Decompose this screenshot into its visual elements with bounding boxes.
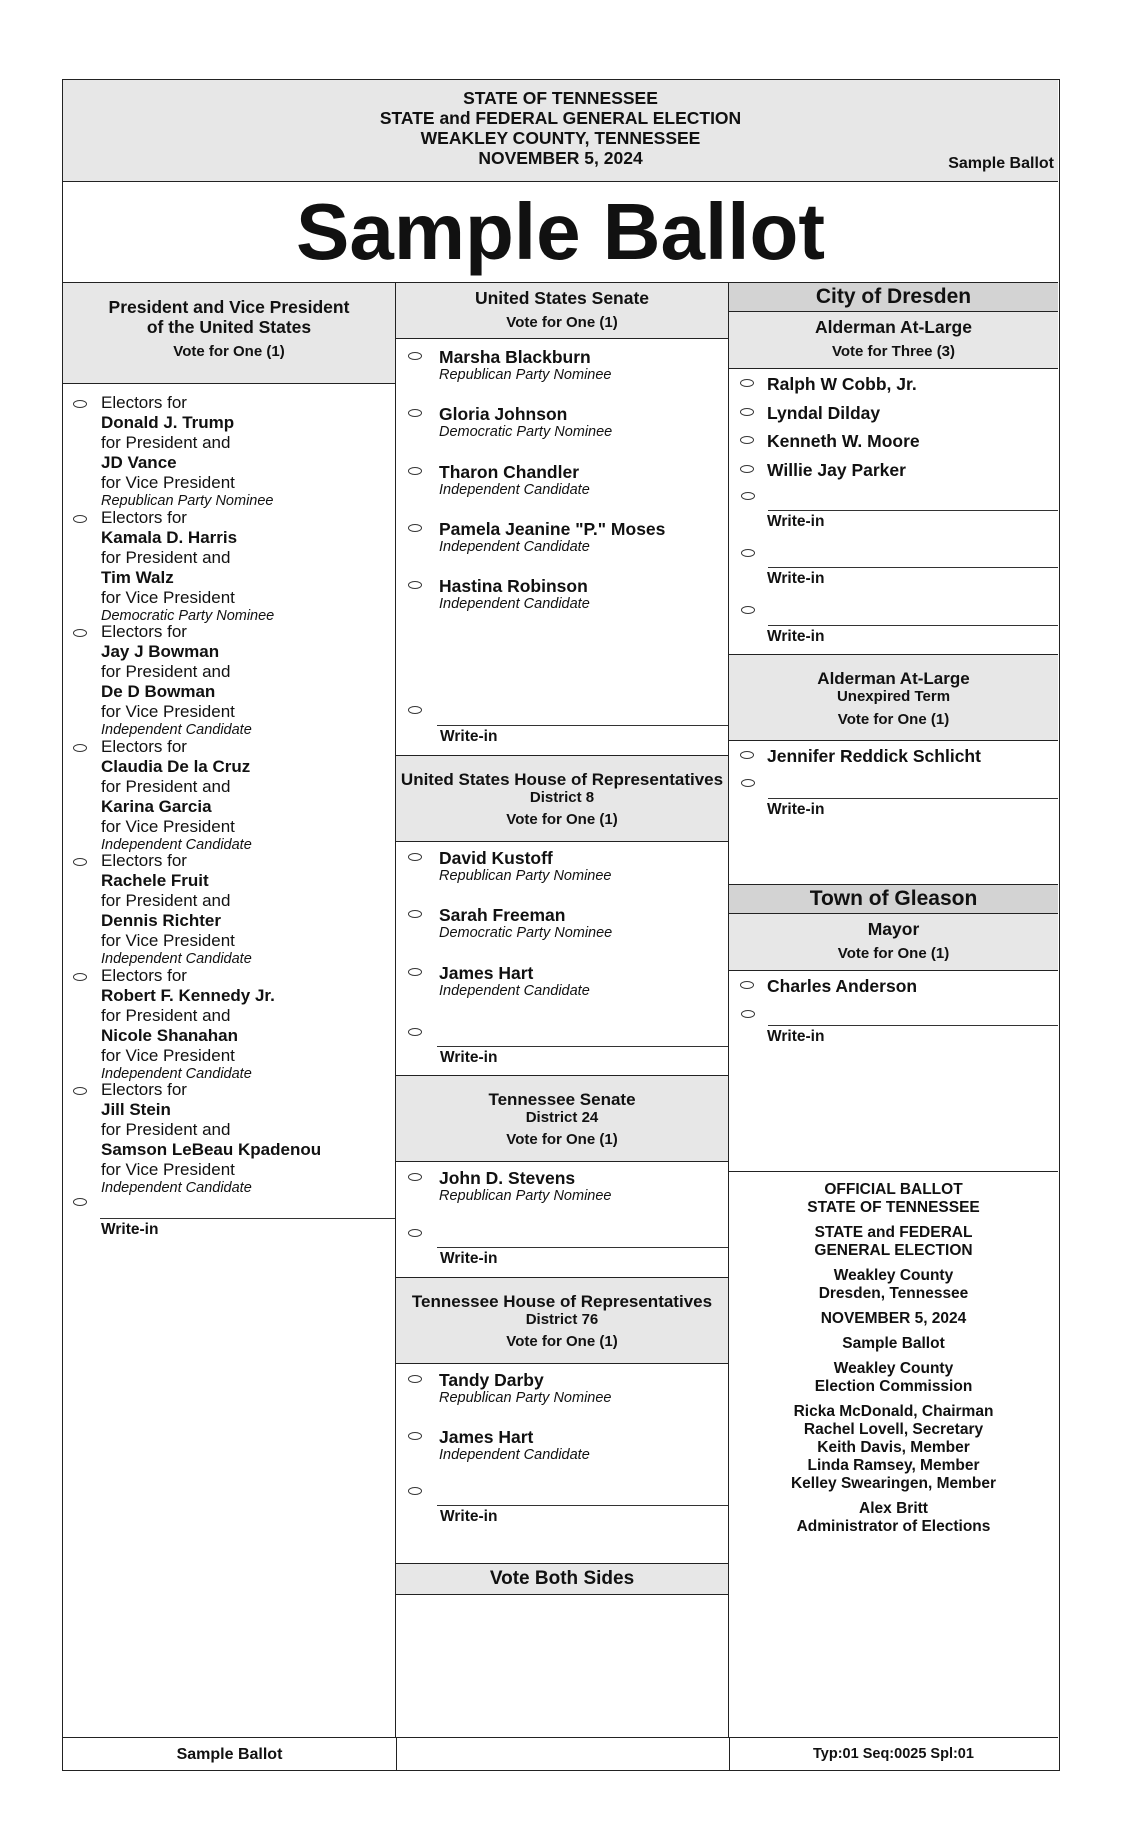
tn-senate-header bbox=[396, 1076, 728, 1162]
ticket-option[interactable] bbox=[63, 622, 395, 737]
party-label: Independent Candidate bbox=[439, 481, 590, 498]
tn-senate-write-in-label: Write-in bbox=[440, 1250, 498, 1267]
column-president bbox=[63, 283, 396, 1737]
candidate-option[interactable] bbox=[729, 403, 1058, 432]
us-house-write-in-line[interactable] bbox=[437, 1046, 728, 1047]
vote-oval[interactable] bbox=[740, 379, 754, 387]
vote-oval[interactable] bbox=[73, 744, 87, 752]
ticket-option[interactable] bbox=[63, 1080, 395, 1195]
vote-oval[interactable] bbox=[740, 436, 754, 444]
vote-oval[interactable] bbox=[408, 409, 422, 417]
candidate-option[interactable] bbox=[729, 431, 1058, 460]
official-line: GENERAL ELECTION bbox=[814, 1242, 973, 1259]
candidate-name: James Hart bbox=[439, 962, 534, 983]
for-vice-president-label: for Vice President bbox=[101, 473, 235, 492]
dresden-city-header: City of Dresden bbox=[729, 283, 1058, 312]
party-label: Independent Candidate bbox=[101, 836, 252, 853]
tn-house-write-in-label: Write-in bbox=[440, 1508, 498, 1525]
candidate-name: James Hart bbox=[439, 1427, 534, 1448]
senate-write-in-line[interactable] bbox=[437, 725, 728, 726]
ballot-footer bbox=[63, 1737, 1058, 1771]
commission-members bbox=[729, 1403, 1058, 1493]
vote-oval[interactable] bbox=[73, 400, 87, 408]
president-candidate-name: Rachele Fruit bbox=[101, 871, 209, 890]
official-line: Dresden, Tennessee bbox=[818, 1285, 969, 1302]
column-federal-state bbox=[396, 283, 729, 1737]
candidate-option[interactable] bbox=[396, 963, 728, 1020]
alderman-write-in-oval-2[interactable] bbox=[741, 549, 755, 557]
president-ticket-list bbox=[63, 393, 395, 1255]
dresden-alderman-title: Alderman At-Large bbox=[815, 317, 972, 337]
tn-senate-write-in-line[interactable] bbox=[437, 1247, 728, 1248]
official-line: OFFICIAL BALLOT bbox=[824, 1181, 963, 1198]
vote-oval[interactable] bbox=[408, 524, 422, 532]
tn-house-title: Tennessee House of Representatives bbox=[411, 1292, 713, 1311]
mayor-vote-for: Vote for One (1) bbox=[837, 945, 950, 962]
party-label: Republican Party Nominee bbox=[439, 868, 612, 884]
party-label: Independent Candidate bbox=[101, 951, 252, 967]
alderman-write-in-label-2: Write-in bbox=[767, 570, 825, 587]
party-label: Republican Party Nominee bbox=[101, 493, 274, 509]
header-date: NOVEMBER 5, 2024 bbox=[478, 148, 643, 168]
official-heading bbox=[729, 1181, 1058, 1217]
candidate-name: Charles Anderson bbox=[767, 976, 918, 996]
candidate-name: Jennifer Reddick Schlicht bbox=[767, 746, 981, 766]
president-write-in-oval[interactable] bbox=[73, 1198, 87, 1206]
header-county: WEAKLEY COUNTY, TENNESSEE bbox=[420, 128, 701, 148]
official-line: NOVEMBER 5, 2024 bbox=[820, 1310, 967, 1327]
alderman-write-in-oval-1[interactable] bbox=[741, 492, 755, 500]
ballot bbox=[62, 79, 1060, 1771]
official-date bbox=[729, 1310, 1058, 1328]
for-vice-president-label: for Vice President bbox=[101, 702, 235, 721]
tn-house-vote-for: Vote for One (1) bbox=[506, 1333, 618, 1350]
vote-oval[interactable] bbox=[408, 853, 422, 861]
candidate-option[interactable] bbox=[729, 746, 1058, 775]
tn-senate-candidate-list bbox=[396, 1168, 728, 1225]
president-candidate-name: Donald J. Trump bbox=[101, 413, 235, 432]
candidate-name: Ralph W Cobb, Jr. bbox=[767, 374, 917, 394]
vote-oval[interactable] bbox=[408, 581, 422, 589]
candidate-name: John D. Stevens bbox=[439, 1168, 576, 1188]
president-write-in-label: Write-in bbox=[101, 1220, 159, 1238]
unexpired-write-in-oval[interactable] bbox=[741, 779, 755, 787]
commission-member: Keith Davis, Member bbox=[817, 1439, 970, 1456]
president-title-1: President and Vice President bbox=[108, 297, 350, 317]
vote-both-sides: Vote Both Sides bbox=[396, 1564, 728, 1595]
vice-president-candidate-name: Karina Garcia bbox=[101, 796, 212, 816]
footer-right: Typ:01 Seq:0025 Spl:01 bbox=[813, 1746, 974, 1762]
party-label: Democratic Party Nominee bbox=[101, 607, 275, 624]
electors-label: Electors for bbox=[101, 1080, 187, 1099]
candidate-name: David Kustoff bbox=[439, 848, 553, 868]
official-commission bbox=[729, 1360, 1058, 1396]
for-vice-president-label: for Vice President bbox=[101, 1045, 235, 1065]
us-house-write-in-label: Write-in bbox=[440, 1049, 498, 1066]
president-write-in-line[interactable] bbox=[100, 1218, 395, 1219]
candidate-option[interactable] bbox=[396, 347, 728, 404]
vote-oval[interactable] bbox=[73, 1087, 87, 1095]
candidate-name: Marsha Blackburn bbox=[439, 347, 591, 367]
vote-oval[interactable] bbox=[73, 515, 87, 523]
candidate-option[interactable] bbox=[396, 576, 728, 633]
tn-house-write-in-line[interactable] bbox=[437, 1505, 728, 1506]
official-line: Weakley County bbox=[833, 1267, 954, 1284]
unexpired-subtitle: Unexpired Term bbox=[836, 688, 951, 705]
tn-senate-write-in-oval[interactable] bbox=[408, 1229, 422, 1237]
vote-oval[interactable] bbox=[73, 973, 87, 981]
unexpired-write-in-label: Write-in bbox=[767, 801, 825, 818]
senate-vote-for: Vote for One (1) bbox=[506, 314, 618, 331]
official-sample bbox=[729, 1335, 1058, 1353]
president-title-2: of the United States bbox=[146, 317, 312, 337]
official-line: Sample Ballot bbox=[842, 1335, 945, 1352]
party-label: Independent Candidate bbox=[439, 1447, 590, 1464]
party-label: Republican Party Nominee bbox=[439, 367, 612, 383]
administrator-title: Administrator of Elections bbox=[796, 1518, 991, 1535]
us-house-vote-for: Vote for One (1) bbox=[506, 811, 618, 828]
senate-write-in-label: Write-in bbox=[440, 728, 498, 745]
party-label: Democratic Party Nominee bbox=[439, 424, 613, 441]
footer-left: Sample Ballot bbox=[63, 1738, 397, 1771]
alderman-write-in-oval-3[interactable] bbox=[741, 606, 755, 614]
vote-oval[interactable] bbox=[73, 629, 87, 637]
ticket-option[interactable] bbox=[63, 851, 395, 966]
gleason-town-header: Town of Gleason bbox=[729, 885, 1058, 914]
electors-label: Electors for bbox=[101, 736, 187, 756]
party-label: Independent Candidate bbox=[439, 596, 590, 613]
vote-oval[interactable] bbox=[408, 910, 422, 918]
for-president-label: for President and bbox=[101, 1120, 231, 1139]
official-line: STATE OF TENNESSEE bbox=[807, 1199, 980, 1216]
commission-member: Kelley Swearingen, Member bbox=[790, 1475, 997, 1492]
official-election bbox=[729, 1224, 1058, 1260]
party-label: Democratic Party Nominee bbox=[439, 925, 613, 942]
party-label: Republican Party Nominee bbox=[439, 1390, 612, 1406]
us-house-candidate-list bbox=[396, 848, 728, 1020]
vote-oval[interactable] bbox=[408, 1432, 422, 1440]
us-house-write-in-oval[interactable] bbox=[408, 1028, 422, 1036]
candidate-name: Gloria Johnson bbox=[439, 404, 568, 425]
party-label: Independent Candidate bbox=[101, 1065, 252, 1082]
party-label: Independent Candidate bbox=[439, 982, 590, 999]
header-state: STATE OF TENNESSEE bbox=[463, 88, 658, 108]
administrator-name: Alex Britt bbox=[859, 1500, 928, 1517]
vote-oval[interactable] bbox=[740, 465, 754, 473]
president-candidate-name: Jay J Bowman bbox=[101, 642, 220, 661]
president-candidate-name: Jill Stein bbox=[101, 1100, 171, 1119]
mayor-candidate-list bbox=[729, 976, 1058, 1005]
senate-title: United States Senate bbox=[474, 288, 650, 308]
official-line: Election Commission bbox=[814, 1378, 973, 1395]
vote-oval[interactable] bbox=[740, 751, 754, 759]
mayor-header bbox=[729, 914, 1058, 971]
electors-label: Electors for bbox=[101, 851, 187, 870]
for-president-label: for President and bbox=[101, 547, 231, 567]
candidate-option[interactable] bbox=[396, 905, 728, 962]
divider bbox=[729, 1171, 1058, 1172]
commission-member: Rachel Lovell, Secretary bbox=[803, 1421, 984, 1438]
ballot-header bbox=[63, 80, 1058, 182]
mayor-write-in-label: Write-in bbox=[767, 1028, 825, 1045]
administrator bbox=[729, 1500, 1058, 1536]
president-candidate-name: Claudia De la Cruz bbox=[101, 756, 251, 776]
us-house-title: United States House of Representatives bbox=[400, 770, 724, 789]
for-vice-president-label: for Vice President bbox=[101, 816, 235, 836]
vice-president-candidate-name: Nicole Shanahan bbox=[101, 1025, 238, 1045]
candidate-option[interactable] bbox=[396, 1370, 728, 1427]
mayor-write-in-oval[interactable] bbox=[741, 1010, 755, 1018]
for-president-label: for President and bbox=[101, 1005, 231, 1025]
commission-member: Ricka McDonald, Chairman bbox=[793, 1403, 994, 1420]
unexpired-header bbox=[729, 655, 1058, 741]
candidate-option[interactable] bbox=[396, 404, 728, 461]
vice-president-candidate-name: Samson LeBeau Kpadenou bbox=[101, 1140, 322, 1159]
electors-label: Electors for bbox=[101, 507, 187, 527]
tn-house-candidate-list bbox=[396, 1370, 728, 1485]
party-label: Independent Candidate bbox=[101, 722, 252, 738]
footer-middle bbox=[396, 1738, 730, 1771]
unexpired-vote-for: Vote for One (1) bbox=[837, 711, 950, 728]
party-label: Independent Candidate bbox=[439, 538, 590, 555]
candidate-name: Hastina Robinson bbox=[439, 576, 588, 597]
dresden-alderman-header bbox=[729, 312, 1058, 369]
for-president-label: for President and bbox=[101, 776, 231, 796]
official-location bbox=[729, 1267, 1058, 1303]
candidate-name: Tandy Darby bbox=[439, 1370, 544, 1390]
ticket-option[interactable] bbox=[63, 737, 395, 852]
candidate-name: Sarah Freeman bbox=[439, 905, 566, 926]
candidate-option[interactable] bbox=[396, 1168, 728, 1225]
senate-write-in-oval[interactable] bbox=[408, 706, 422, 714]
mayor-write-in-line[interactable] bbox=[768, 1025, 1058, 1026]
candidate-option[interactable] bbox=[396, 519, 728, 576]
unexpired-title: Alderman At-Large bbox=[817, 669, 970, 688]
president-candidate-name: Robert F. Kennedy Jr. bbox=[101, 985, 275, 1005]
tn-senate-vote-for: Vote for One (1) bbox=[506, 1131, 618, 1148]
electors-label: Electors for bbox=[101, 965, 187, 985]
candidate-name: Pamela Jeanine "P." Moses bbox=[439, 518, 666, 539]
senate-candidate-list bbox=[396, 347, 728, 633]
official-line: Weakley County bbox=[833, 1360, 954, 1377]
ballot-title: Sample Ballot bbox=[63, 182, 1058, 283]
candidate-option[interactable] bbox=[729, 976, 1058, 1005]
president-vote-for: Vote for One (1) bbox=[173, 343, 285, 360]
tn-house-header bbox=[396, 1278, 728, 1364]
vote-oval[interactable] bbox=[740, 981, 754, 989]
candidate-option[interactable] bbox=[729, 374, 1058, 403]
vote-oval[interactable] bbox=[408, 1375, 422, 1383]
candidate-name: Tharon Chandler bbox=[439, 461, 580, 482]
ticket-option[interactable] bbox=[63, 393, 395, 508]
vote-oval[interactable] bbox=[740, 408, 754, 416]
for-president-label: for President and bbox=[101, 433, 231, 452]
ticket-option[interactable] bbox=[63, 508, 395, 623]
mayor-title: Mayor bbox=[867, 919, 920, 939]
vice-president-candidate-name: Dennis Richter bbox=[101, 911, 221, 930]
vice-president-candidate-name: JD Vance bbox=[101, 453, 177, 472]
candidate-name: Lyndal Dilday bbox=[767, 402, 881, 423]
candidate-option[interactable] bbox=[396, 848, 728, 905]
electors-label: Electors for bbox=[101, 393, 187, 412]
senate-header bbox=[396, 283, 728, 339]
dresden-alderman-candidate-list bbox=[729, 374, 1058, 489]
for-president-label: for President and bbox=[101, 891, 231, 910]
party-label: Republican Party Nominee bbox=[439, 1188, 612, 1204]
alderman-write-in-line-2[interactable] bbox=[768, 567, 1058, 568]
column-local bbox=[729, 283, 1058, 1737]
tn-house-district: District 76 bbox=[525, 1311, 599, 1328]
header-election: STATE and FEDERAL GENERAL ELECTION bbox=[379, 108, 742, 128]
vice-president-candidate-name: De D Bowman bbox=[101, 682, 216, 701]
unexpired-candidate-list bbox=[729, 746, 1058, 775]
alderman-write-in-label-1: Write-in bbox=[767, 513, 825, 530]
commission-member: Linda Ramsey, Member bbox=[807, 1457, 980, 1474]
vote-oval[interactable] bbox=[73, 858, 87, 866]
official-ballot-block bbox=[729, 1181, 1058, 1543]
ticket-option[interactable] bbox=[63, 966, 395, 1081]
vote-oval[interactable] bbox=[408, 467, 422, 475]
alderman-write-in-line-1[interactable] bbox=[768, 510, 1058, 511]
for-president-label: for President and bbox=[101, 662, 231, 681]
candidate-option[interactable] bbox=[396, 1427, 728, 1484]
for-vice-president-label: for Vice President bbox=[101, 1160, 235, 1179]
us-house-district: District 8 bbox=[529, 789, 595, 806]
candidate-name: Willie Jay Parker bbox=[767, 460, 906, 481]
president-candidate-name: Kamala D. Harris bbox=[101, 527, 238, 547]
vote-oval[interactable] bbox=[408, 1173, 422, 1181]
candidate-name: Kenneth W. Moore bbox=[767, 431, 920, 452]
unexpired-write-in-line[interactable] bbox=[768, 798, 1058, 799]
president-header bbox=[63, 283, 395, 384]
official-line: STATE and FEDERAL bbox=[814, 1224, 973, 1241]
header-sample-tag: Sample Ballot bbox=[948, 155, 1054, 172]
electors-label: Electors for bbox=[101, 622, 187, 641]
candidate-option[interactable] bbox=[396, 462, 728, 519]
alderman-write-in-line-3[interactable] bbox=[768, 625, 1058, 626]
candidate-option[interactable] bbox=[729, 460, 1058, 489]
party-label: Independent Candidate bbox=[101, 1180, 252, 1196]
tn-senate-district: District 24 bbox=[525, 1109, 599, 1126]
tn-senate-title: Tennessee Senate bbox=[488, 1090, 636, 1109]
president-write-in[interactable] bbox=[63, 1195, 395, 1255]
tn-house-write-in-oval[interactable] bbox=[408, 1487, 422, 1495]
alderman-write-in-label-3: Write-in bbox=[767, 628, 825, 645]
for-vice-president-label: for Vice President bbox=[101, 931, 235, 950]
vice-president-candidate-name: Tim Walz bbox=[101, 567, 174, 587]
for-vice-president-label: for Vice President bbox=[101, 587, 235, 607]
vote-oval[interactable] bbox=[408, 968, 422, 976]
us-house-header bbox=[396, 756, 728, 842]
vote-oval[interactable] bbox=[408, 352, 422, 360]
dresden-alderman-vote-for: Vote for Three (3) bbox=[831, 343, 956, 360]
